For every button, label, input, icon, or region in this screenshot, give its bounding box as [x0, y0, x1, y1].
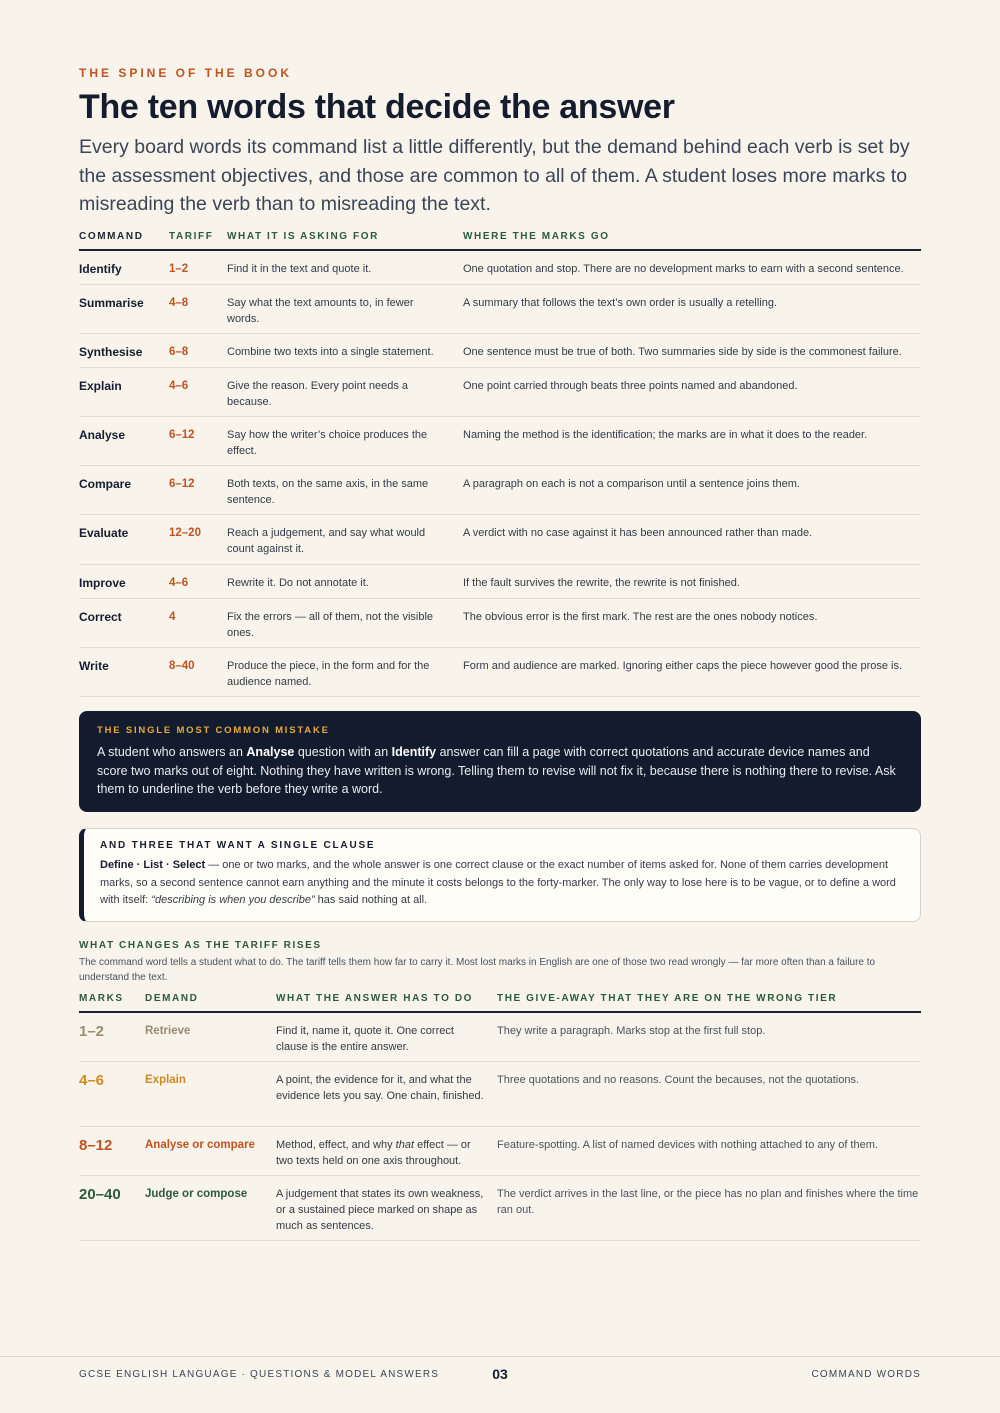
callout-text-part: has said nothing at all.: [314, 894, 428, 906]
command-table: [79, 229, 921, 697]
tariff-cell: 6–8: [169, 346, 189, 358]
callout-example-quote: “describing is when you describe”: [151, 894, 315, 906]
command-cell: Evaluate: [79, 526, 129, 540]
asking-cell: Say what the text amounts to, in fewer words.: [227, 297, 414, 325]
command-cell: Improve: [79, 576, 126, 590]
table-row: [79, 515, 921, 565]
command-cell: Compare: [79, 477, 132, 491]
tariff-cell: 4–8: [169, 297, 189, 309]
asking-cell: Rewrite it. Do not annotate it.: [227, 577, 369, 589]
command-cell: Analyse: [79, 428, 126, 442]
table-row: [79, 1062, 921, 1127]
tier-marks: 1–2: [79, 1023, 105, 1040]
tariff-cell: 12–20: [169, 527, 201, 539]
callout-text-part: answer can fill a page with correct quotations and accurate device names and score two marks out of eight. Nothing they have written is wrong. Telling them to revise will not fix it, because there is nothing there to revise. Ask them to underline the verb before they write a word.: [97, 745, 896, 796]
single-clause-callout: [79, 828, 921, 922]
tariff-cell: 6–12: [169, 429, 195, 441]
table-row: [79, 1013, 921, 1062]
tier-answer-part: effect — or two texts held on one axis throughout.: [276, 1139, 471, 1167]
table-row: [79, 1176, 921, 1241]
command-cell: Write: [79, 659, 109, 673]
tier-answer: [276, 1137, 484, 1169]
callout-label: THE SINGLE MOST COMMON MISTAKE: [97, 725, 330, 736]
tier-demand: Retrieve: [145, 1025, 191, 1037]
tariff-cell: 4–6: [169, 380, 189, 392]
page-number: 03: [492, 1366, 508, 1382]
page-title: The ten words that decide the answer: [79, 88, 675, 126]
tier-giveaway: The verdict arrives in the last line, or the piece has no plan and finishes where the time ran out.: [497, 1188, 919, 1216]
callout-text: [97, 743, 903, 799]
tier-giveaway: Feature-spotting. A list of named devices with nothing attached to any of them.: [497, 1139, 878, 1151]
column-header-tariff: TARIFF: [169, 231, 214, 242]
table-row: [79, 648, 921, 697]
tier-demand: Judge or compose: [145, 1188, 248, 1200]
tariff-cell: 4–6: [169, 577, 189, 589]
footer-divider: [0, 1356, 1000, 1357]
marks-cell: If the fault survives the rewrite, the rewrite is not finished.: [463, 577, 740, 589]
tier-marks: 20–40: [79, 1186, 121, 1203]
tariff-cell: 1–2: [169, 263, 189, 275]
column-header-answer: WHAT THE ANSWER HAS TO DO: [276, 993, 474, 1004]
asking-cell: Combine two texts into a single statement.: [227, 346, 434, 358]
marks-cell: A verdict with no case against it has been announced rather than made.: [463, 527, 813, 539]
command-cell: Correct: [79, 610, 122, 624]
tariff-cell: 6–12: [169, 478, 195, 490]
marks-cell: Naming the method is the identification; the marks are in what it does to the reader.: [463, 429, 868, 441]
column-header-demand: DEMAND: [145, 993, 199, 1004]
table-row: [79, 251, 921, 285]
table-row: [79, 466, 921, 515]
column-header-asking: WHAT IT IS ASKING FOR: [227, 231, 379, 242]
tier-marks: 4–6: [79, 1072, 105, 1089]
table-row: [79, 285, 921, 334]
command-cell: Identify: [79, 262, 122, 276]
marks-cell: A summary that follows the text’s own order is usually a retelling.: [463, 297, 778, 309]
marks-cell: The obvious error is the first mark. The rest are the ones nobody notices.: [463, 611, 818, 623]
tier-demand: Analyse or compare: [145, 1139, 255, 1151]
command-cell: Explain: [79, 379, 122, 393]
lede-paragraph: Every board words its command list a little differently, but the demand behind each verb is set by the assessment objectives, and those are common to all of them. A student loses more marks to misreading the verb than to misreading the text.: [79, 136, 910, 215]
callout-text: [100, 857, 904, 910]
asking-cell: Produce the piece, in the form and for the audience named.: [227, 660, 430, 688]
tier-giveaway: Three quotations and no reasons. Count the becauses, not the quotations.: [497, 1074, 860, 1086]
asking-cell: Give the reason. Every point needs a because.: [227, 380, 408, 408]
callout-text-part: A student who answers an: [97, 745, 247, 759]
callout-emphasis-commands: Define · List · Select: [100, 859, 206, 871]
table-row: [79, 417, 921, 466]
asking-cell: Say how the writer’s choice produces the effect.: [227, 429, 428, 457]
column-header-command: COMMAND: [79, 231, 144, 242]
tier-marks: 8–12: [79, 1137, 113, 1154]
column-header-marks: MARKS: [79, 993, 124, 1004]
tariff-table-header: [79, 991, 921, 1013]
tier-answer: A point, the evidence for it, and what the evidence lets you say. One chain, finished.: [276, 1074, 484, 1102]
tier-demand: Explain: [145, 1074, 186, 1086]
table-row: [79, 1127, 921, 1176]
asking-cell: Reach a judgement, and say what would count against it.: [227, 527, 426, 555]
callout-emphasis-identify: Identify: [391, 745, 437, 759]
tier-answer-emphasis: that: [395, 1139, 415, 1151]
column-header-giveaway: THE GIVE-AWAY THAT THEY ARE ON THE WRONG TIER: [497, 993, 838, 1004]
marks-cell: One point carried through beats three points named and abandoned.: [463, 380, 798, 392]
callout-text-part: — one or two marks, and the whole answer is one correct clause or the exact number of items asked for. None of them carries development marks, so a second sentence cannot earn anything and the minute it costs belongs to the forty-marker. The only way to lose here is to be vague, or to define a word with itself:: [100, 859, 896, 906]
common-mistake-callout: [79, 711, 921, 812]
tier-answer: A judgement that states its own weakness, or a sustained piece marked on shape as much as sentences.: [276, 1188, 484, 1232]
tariff-cell: 8–40: [169, 660, 195, 672]
callout-emphasis-analyse: Analyse: [246, 745, 295, 759]
callout-label: AND THREE THAT WANT A SINGLE CLAUSE: [100, 840, 376, 851]
tier-answer: Find it, name it, quote it. One correct clause is the entire answer.: [276, 1025, 454, 1053]
tariff-section-intro: The command word tells a student what to do. The tariff tells them how far to carry it. Most lost marks in English are one of those two read wrongly — far more often than a failure to understand the text.: [79, 957, 876, 983]
footer-section-name: COMMAND WORDS: [811, 1369, 921, 1380]
command-cell: Synthesise: [79, 345, 143, 359]
asking-cell: Both texts, on the same axis, in the same sentence.: [227, 478, 429, 506]
marks-cell: Form and audience are marked. Ignoring either caps the piece however good the prose is.: [463, 660, 903, 672]
command-table-header: [79, 229, 921, 251]
footer-book-title: GCSE ENGLISH LANGUAGE · QUESTIONS & MODEL ANSWERS: [79, 1369, 440, 1380]
table-row: [79, 368, 921, 417]
column-header-marks: WHERE THE MARKS GO: [463, 231, 610, 242]
tier-giveaway: They write a paragraph. Marks stop at the first full stop.: [497, 1025, 766, 1037]
tier-answer-part: Method, effect, and why: [276, 1139, 396, 1151]
marks-cell: One quotation and stop. There are no development marks to earn with a second sentence.: [463, 263, 904, 275]
tariff-table: [79, 991, 921, 1241]
tariff-cell: 4: [169, 611, 176, 623]
marks-cell: A paragraph on each is not a comparison until a sentence joins them.: [463, 478, 800, 490]
table-row: [79, 334, 921, 368]
marks-cell: One sentence must be true of both. Two summaries side by side is the commonest failure.: [463, 346, 902, 358]
callout-text-part: question with an: [294, 745, 392, 759]
asking-cell: Fix the errors — all of them, not the visible ones.: [227, 611, 434, 639]
tariff-section-heading: WHAT CHANGES AS THE TARIFF RISES: [79, 940, 322, 951]
asking-cell: Find it in the text and quote it.: [227, 263, 372, 275]
table-row: [79, 565, 921, 599]
section-eyebrow: THE SPINE OF THE BOOK: [79, 66, 293, 80]
table-row: [79, 599, 921, 648]
command-cell: Summarise: [79, 296, 144, 310]
